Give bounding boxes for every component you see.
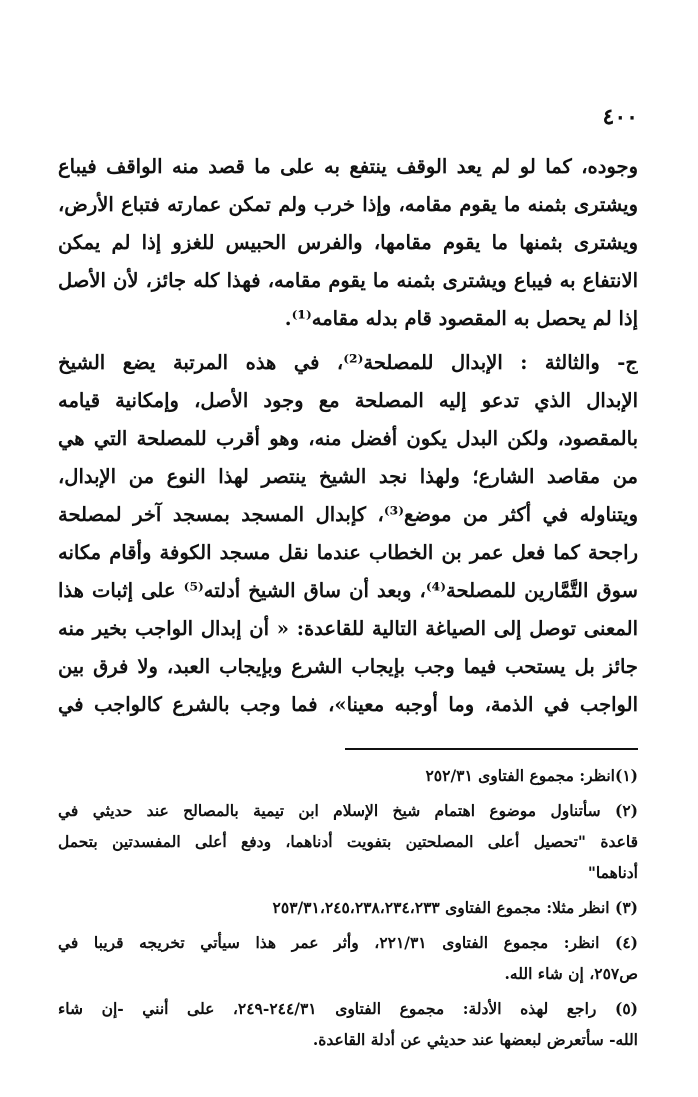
text-line: ويتناوله في أكثر من موضع⁽³⁾، كإبدال المسجد بمسجد آخر لمصلحة [58,503,638,526]
footnotes [58,760,638,1055]
footnote-2-cont: أدناهما" [587,863,638,882]
text-line: وجوده، كما لو لم يعد الوقف ينتفع به على ما قصد منه الواقف فيباع [58,155,638,178]
text-line: إذا لم يحصل به المقصود قام بدله مقامه⁽¹⁾. [284,307,638,330]
footnote-2: (٢) سأتناول موضوع اهتمام شيخ الإسلام ابن تيمية بالمصالح عند حديثي في [58,801,638,820]
text-line: جائز بل يستحب فيما وجب بإيجاب الشرع وبإيجاب العبد، ولا فرق بين [58,655,638,678]
footnote-2-cont: قاعدة "تحصيل أعلى المصلحتين بتفويت أدناهما، ودفع أعلى المفسدتين بتحمل [58,832,638,851]
page-number: ٤٠٠ [602,104,638,130]
text-line: من مقاصد الشارع؛ ولهذا نجد الشيخ ينتصر لهذا النوع من الإبدال، [58,465,638,488]
footnote-4-cont: ص٢٥٧، إن شاء الله. [504,964,638,983]
text-line: راجحة كما فعل عمر بن الخطاب عندما نقل مسجد الكوفة وأقام مكانه [58,541,638,564]
text-line: ويشترى بثمنها ما يقوم مقامها، والفرس الحبيس للغزو إذا لم يمكن [58,231,638,254]
section-heading-line: ج- والثالثة : الإبدال للمصلحة⁽²⁾، في هذه المرتبة يضع الشيخ [58,351,638,374]
footnote-5: (٥) راجع لهذه الأدلة: مجموع الفتاوى ٢٤٤/٣١-٢٤٩، على أنني -إن شاء [58,999,638,1018]
text-line: المعنى توصل إلى الصياغة التالية للقاعدة: « أن إبدال الواجب بخير منه [58,617,638,640]
text-line: بالمقصود، ولكن البدل يكون أفضل منه، وهو أقرب للمصلحة التي هي [58,427,638,450]
text-line: الإبدال الذي تدعو إليه المصلحة مع وجود الأصل، وإمكانية قيامه [58,389,638,412]
footnote-4: (٤) انظر: مجموع الفتاوى ٢٢١/٣١، وأثر عمر هذا سيأتي تخريجه قريبا في [58,933,638,952]
text-line: الانتفاع به فيباع ويشترى بثمنه ما يقوم مقامه، فهذا كله جائز، لأن الأصل [58,269,638,292]
footnote-3: (٣) انظر مثلا: مجموع الفتاوى ٢٥٣/٣١،٢٤٥،٢٣٨،٢٣٤،٢٣٣ [272,898,638,917]
text-line: الواجب في الذمة، وما أوجبه معينا»، فما وجب بالشرع كالواجب في [58,693,638,716]
footnote-5-cont: الله- سأتعرض لبعضها عند حديثي عن أدلة القاعدة. [312,1030,638,1049]
main-text [58,148,638,724]
text-line: سوق التَّمَّارين للمصلحة⁽⁴⁾، وبعد أن ساق الشيخ أدلته⁽⁵⁾ على إثبات هذا [58,579,638,602]
footnote-1: (١)انظر: مجموع الفتاوى ٢٥٢/٣١ [425,766,638,785]
text-line: ويشترى بثمنه ما يقوم مقامه، وإذا خرب ولم تمكن عمارته فتباع الأرض، [58,193,638,216]
footnote-divider [345,748,638,750]
